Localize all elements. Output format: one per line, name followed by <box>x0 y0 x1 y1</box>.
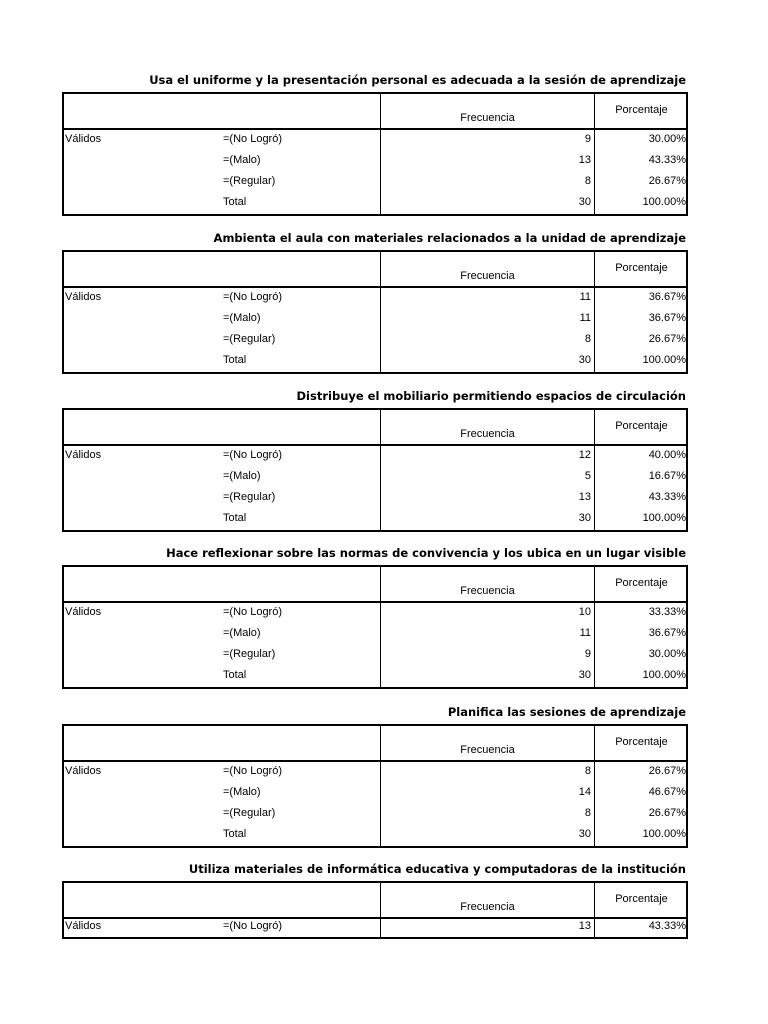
row-category: =(Malo) <box>223 470 261 482</box>
row-percentage: 43.33% <box>648 920 686 932</box>
table-row <box>64 446 686 467</box>
table-title: Planifica las sesiones de aprendizaje <box>447 705 686 719</box>
table-row <box>64 488 686 509</box>
row-group: Válidos <box>65 133 102 145</box>
table-row <box>64 825 686 846</box>
table-row <box>64 467 686 488</box>
row-category: =(No Logró) <box>223 133 283 145</box>
frequency-table <box>62 881 688 939</box>
frequency-table <box>62 408 688 532</box>
row-category: =(No Logró) <box>223 765 283 777</box>
table-row <box>64 783 686 804</box>
row-frequency: 30 <box>578 354 591 366</box>
row-category: =(Regular) <box>223 807 276 819</box>
table-row <box>64 309 686 330</box>
table-header <box>64 94 686 130</box>
row-category: Total <box>223 512 247 524</box>
row-percentage: 43.33% <box>648 154 686 166</box>
header-frecuencia: Frecuencia <box>460 270 515 282</box>
row-category: =(No Logró) <box>223 920 283 932</box>
row-frequency: 13 <box>578 154 591 166</box>
table-title: Usa el uniforme y la presentación personal es adecuada a la sesión de aprendizaje <box>149 73 686 87</box>
table-header <box>64 883 686 919</box>
row-percentage: 16.67% <box>648 470 686 482</box>
header-porcentaje: Porcentaje <box>615 893 668 905</box>
row-category: =(No Logró) <box>223 449 283 461</box>
row-group: Válidos <box>65 291 102 303</box>
table-row <box>64 330 686 351</box>
row-percentage: 100.00% <box>642 354 686 366</box>
header-frecuencia: Frecuencia <box>460 901 515 913</box>
table-row <box>64 351 686 372</box>
row-category: =(Regular) <box>223 175 276 187</box>
row-category: =(Regular) <box>223 333 276 345</box>
table-row <box>64 151 686 172</box>
row-frequency: 14 <box>578 786 591 798</box>
row-category: Total <box>223 196 247 208</box>
row-group: Válidos <box>65 765 102 777</box>
row-frequency: 12 <box>578 449 591 461</box>
row-category: Total <box>223 354 247 366</box>
row-percentage: 30.00% <box>648 648 686 660</box>
row-frequency: 13 <box>578 491 591 503</box>
row-frequency: 9 <box>584 133 591 145</box>
frequency-table <box>62 250 688 374</box>
table-row <box>64 130 686 151</box>
table-row <box>64 603 686 624</box>
table-row <box>64 288 686 309</box>
header-porcentaje: Porcentaje <box>615 262 668 274</box>
header-frecuencia: Frecuencia <box>460 744 515 756</box>
row-percentage: 46.67% <box>648 786 686 798</box>
row-frequency: 30 <box>578 828 591 840</box>
row-category: Total <box>223 669 247 681</box>
row-frequency: 30 <box>578 196 591 208</box>
row-frequency: 13 <box>578 920 591 932</box>
row-frequency: 5 <box>584 470 591 482</box>
row-category: =(Malo) <box>223 154 261 166</box>
header-porcentaje: Porcentaje <box>615 577 668 589</box>
table-row <box>64 193 686 214</box>
header-frecuencia: Frecuencia <box>460 112 515 124</box>
table-title: Hace reflexionar sobre las normas de convivencia y los ubica en un lugar visible <box>166 546 686 560</box>
row-category: =(Malo) <box>223 627 261 639</box>
row-frequency: 11 <box>579 312 591 324</box>
table-row <box>64 624 686 645</box>
row-category: =(No Logró) <box>223 606 283 618</box>
row-category: =(Malo) <box>223 786 261 798</box>
row-percentage: 100.00% <box>642 512 686 524</box>
frequency-table <box>62 724 688 848</box>
row-percentage: 100.00% <box>642 196 686 208</box>
row-percentage: 26.67% <box>648 765 686 777</box>
row-percentage: 36.67% <box>648 291 686 303</box>
row-percentage: 100.00% <box>642 828 686 840</box>
row-frequency: 11 <box>579 627 591 639</box>
header-porcentaje: Porcentaje <box>615 736 668 748</box>
table-row <box>64 172 686 193</box>
row-frequency: 30 <box>578 512 591 524</box>
table-row <box>64 509 686 530</box>
row-category: =(Regular) <box>223 491 276 503</box>
row-percentage: 40.00% <box>648 449 686 461</box>
table-row <box>64 762 686 783</box>
table-row <box>64 919 686 937</box>
frequency-table <box>62 565 688 689</box>
row-category: =(Malo) <box>223 312 261 324</box>
row-category: =(Regular) <box>223 648 276 660</box>
row-group: Válidos <box>65 449 102 461</box>
table-row <box>64 804 686 825</box>
row-category: =(No Logró) <box>223 291 283 303</box>
row-frequency: 8 <box>584 807 591 819</box>
row-frequency: 30 <box>578 669 591 681</box>
table-header <box>64 567 686 603</box>
row-percentage: 33.33% <box>648 606 686 618</box>
row-group: Válidos <box>65 920 102 932</box>
row-percentage: 43.33% <box>648 491 686 503</box>
header-frecuencia: Frecuencia <box>460 428 515 440</box>
header-porcentaje: Porcentaje <box>615 104 668 116</box>
header-frecuencia: Frecuencia <box>460 585 515 597</box>
row-percentage: 30.00% <box>648 133 686 145</box>
table-row <box>64 645 686 666</box>
table-row <box>64 666 686 687</box>
header-porcentaje: Porcentaje <box>615 420 668 432</box>
row-category: Total <box>223 828 247 840</box>
row-frequency: 11 <box>579 291 591 303</box>
table-header <box>64 410 686 446</box>
row-percentage: 26.67% <box>648 333 686 345</box>
row-frequency: 8 <box>584 175 591 187</box>
table-header <box>64 726 686 762</box>
row-percentage: 100.00% <box>642 669 686 681</box>
row-percentage: 36.67% <box>648 312 686 324</box>
row-frequency: 8 <box>584 765 591 777</box>
row-frequency: 9 <box>584 648 591 660</box>
table-header <box>64 252 686 288</box>
row-frequency: 8 <box>584 333 591 345</box>
row-percentage: 26.67% <box>648 807 686 819</box>
row-percentage: 26.67% <box>648 175 686 187</box>
table-title: Utiliza materiales de informática educativa y computadoras de la institución <box>188 862 686 876</box>
frequency-table <box>62 92 688 216</box>
row-frequency: 10 <box>578 606 591 618</box>
row-percentage: 36.67% <box>648 627 686 639</box>
table-title: Distribuye el mobiliario permitiendo espacios de circulación <box>296 389 686 403</box>
table-title: Ambienta el aula con materiales relacionados a la unidad de aprendizaje <box>213 231 686 245</box>
row-group: Válidos <box>65 606 102 618</box>
